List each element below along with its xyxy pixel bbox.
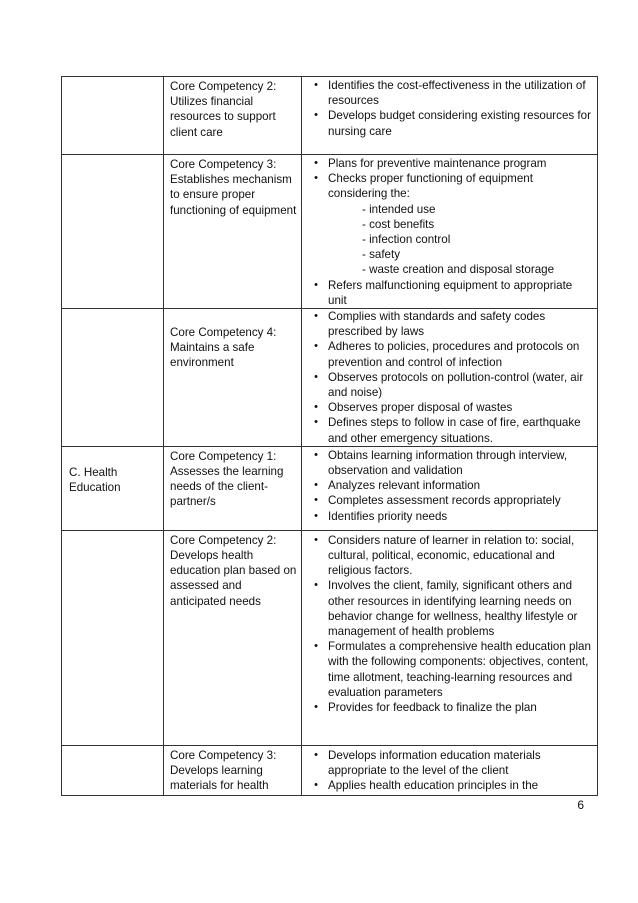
- bullet-icon: •: [314, 109, 318, 122]
- indicator-item: [302, 778, 593, 793]
- table-row: [62, 745, 598, 795]
- indicators-cell: [302, 745, 598, 795]
- area-cell: [62, 530, 164, 745]
- indicator-subitem: - infection control: [362, 233, 451, 247]
- area-cell: [62, 309, 164, 447]
- indicator-item: [302, 309, 593, 339]
- bullet-icon: •: [314, 278, 318, 291]
- area-label: [62, 309, 163, 311]
- indicator-text: Completes assessment records appropriately: [328, 494, 561, 508]
- indicator-item: [302, 108, 593, 138]
- bullet-icon: •: [314, 779, 318, 792]
- indicator-text: Observes protocols on pollution-control (water, air and noise): [328, 370, 584, 400]
- competency-cell: [164, 745, 302, 795]
- indicator-text: Refers malfunctioning equipment to appropriate unit: [328, 278, 573, 307]
- bullet-icon: •: [314, 533, 318, 546]
- indicators-cell: [302, 446, 598, 530]
- bullet-icon: •: [314, 370, 318, 383]
- indicator-list: [302, 155, 597, 308]
- bullet-icon: •: [314, 79, 318, 91]
- bullet-icon: •: [314, 340, 318, 353]
- area-cell: [62, 446, 164, 530]
- page-number: 6: [577, 798, 584, 812]
- indicators-cell: [302, 530, 598, 745]
- indicator-subitem: - intended use: [362, 202, 436, 216]
- competency-cell: [164, 309, 302, 447]
- indicator-text: Obtains learning information through interview, observation and validation: [328, 448, 568, 478]
- indicator-text: Develops budget considering existing resources for nursing care: [328, 109, 591, 138]
- area-label: [62, 155, 163, 157]
- competency-text: Core Competency 1: Assesses the learning needs of the client-partner/s: [170, 449, 284, 509]
- competency-cell: [164, 446, 302, 530]
- indicator-item: [302, 578, 593, 639]
- indicator-item: [302, 478, 593, 493]
- area-cell: [62, 77, 164, 155]
- indicator-item: [302, 278, 593, 308]
- indicator-text: Analyzes relevant information: [328, 479, 481, 493]
- indicators-cell: [302, 309, 598, 447]
- indicator-item: [302, 370, 593, 400]
- indicator-text: Applies health education principles in the: [328, 779, 539, 793]
- bullet-icon: •: [314, 172, 318, 185]
- competency-cell: [164, 530, 302, 745]
- indicator-text: Plans for preventive maintenance program: [328, 157, 547, 170]
- indicator-subitem: - safety: [362, 248, 401, 262]
- table-row: [62, 530, 598, 745]
- competency-table: [61, 76, 598, 796]
- bullet-icon: •: [314, 448, 318, 461]
- table-row: [62, 155, 598, 309]
- indicator-item: [302, 700, 593, 715]
- bullet-icon: •: [314, 479, 318, 492]
- indicator-item: [302, 509, 593, 524]
- competency-table-body: [62, 77, 598, 796]
- indicator-list: [302, 531, 597, 715]
- indicator-text: Adheres to policies, procedures and protocols on prevention and control of infection: [328, 340, 580, 369]
- indicator-text: Identifies priority needs: [328, 509, 448, 523]
- indicator-list: [302, 447, 597, 524]
- area-label: C. Health Education: [69, 465, 121, 495]
- indicator-item: [302, 400, 593, 415]
- competency-text: Core Competency 2: Utilizes financial resources to support client care: [170, 80, 277, 139]
- indicator-subitem: - cost benefits: [362, 217, 435, 231]
- competency-text: Core Competency 2: Develops health education plan based on assessed and anticipated needs: [170, 533, 297, 608]
- indicator-text: Observes proper disposal of wastes: [328, 401, 513, 415]
- table-row: [62, 446, 598, 530]
- bullet-icon: •: [314, 157, 318, 169]
- indicator-text: Involves the client, family, significant others and other resources in identifying learning needs on behavior change for wellness, healthy lifestyle or management of health problems: [328, 579, 578, 639]
- indicator-item: [302, 493, 593, 508]
- competency-cell: [164, 155, 302, 309]
- indicator-item: [302, 748, 593, 778]
- indicator-list: [302, 746, 597, 794]
- bullet-icon: •: [314, 494, 318, 507]
- bullet-icon: •: [314, 401, 318, 414]
- competency-text: Core Competency 4: Maintains a safe environment: [170, 326, 277, 370]
- area-label: [62, 77, 163, 79]
- indicator-item: [302, 78, 593, 108]
- indicator-text: Identifies the cost-effectiveness in the utilization of resources: [328, 79, 586, 108]
- bullet-icon: •: [314, 416, 318, 429]
- indicator-item: [302, 415, 593, 445]
- area-cell: [62, 745, 164, 795]
- indicator-text: Considers nature of learner in relation to: social, cultural, political, economic, educational and religious factors.: [328, 533, 575, 578]
- bullet-icon: •: [314, 701, 318, 714]
- bullet-icon: •: [314, 640, 318, 653]
- table-row: [62, 77, 598, 155]
- area-label: [62, 746, 163, 748]
- bullet-icon: •: [314, 509, 318, 522]
- competency-text: Core Competency 3: Develops learning materials for health: [170, 748, 277, 793]
- indicator-item: [302, 156, 593, 171]
- table-row: [62, 309, 598, 447]
- indicator-text: Defines steps to follow in case of fire, earthquake and other emergency situations.: [328, 416, 581, 445]
- indicator-text: Formulates a comprehensive health education plan with the following components: objectives, content, time allotment, teaching-learning resources and evaluation parameters: [328, 640, 591, 699]
- indicator-item: [302, 639, 593, 700]
- indicator-list: [302, 309, 597, 446]
- bullet-icon: •: [314, 748, 318, 761]
- indicator-text: Checks proper functioning of equipment considering the:: [328, 172, 533, 201]
- indicator-item: [302, 533, 593, 579]
- indicator-text: Provides for feedback to finalize the plan: [328, 701, 537, 715]
- indicator-text: Complies with standards and safety codes prescribed by laws: [328, 310, 546, 339]
- area-label: [62, 531, 163, 533]
- indicator-text: Develops information education materials appropriate to the level of the client: [328, 748, 541, 778]
- indicator-item: [302, 339, 593, 369]
- indicator-item: [302, 448, 593, 478]
- bullet-icon: •: [314, 579, 318, 592]
- competency-cell: [164, 77, 302, 155]
- competency-text: Core Competency 3: Establishes mechanism to ensure proper functioning of equipment: [170, 158, 297, 217]
- indicators-cell: [302, 155, 598, 309]
- indicator-list: [302, 77, 597, 139]
- bullet-icon: •: [314, 310, 318, 323]
- indicator-item: [302, 171, 593, 277]
- indicator-subitem: - waste creation and disposal storage: [362, 263, 555, 277]
- indicators-cell: [302, 77, 598, 155]
- area-cell: [62, 155, 164, 309]
